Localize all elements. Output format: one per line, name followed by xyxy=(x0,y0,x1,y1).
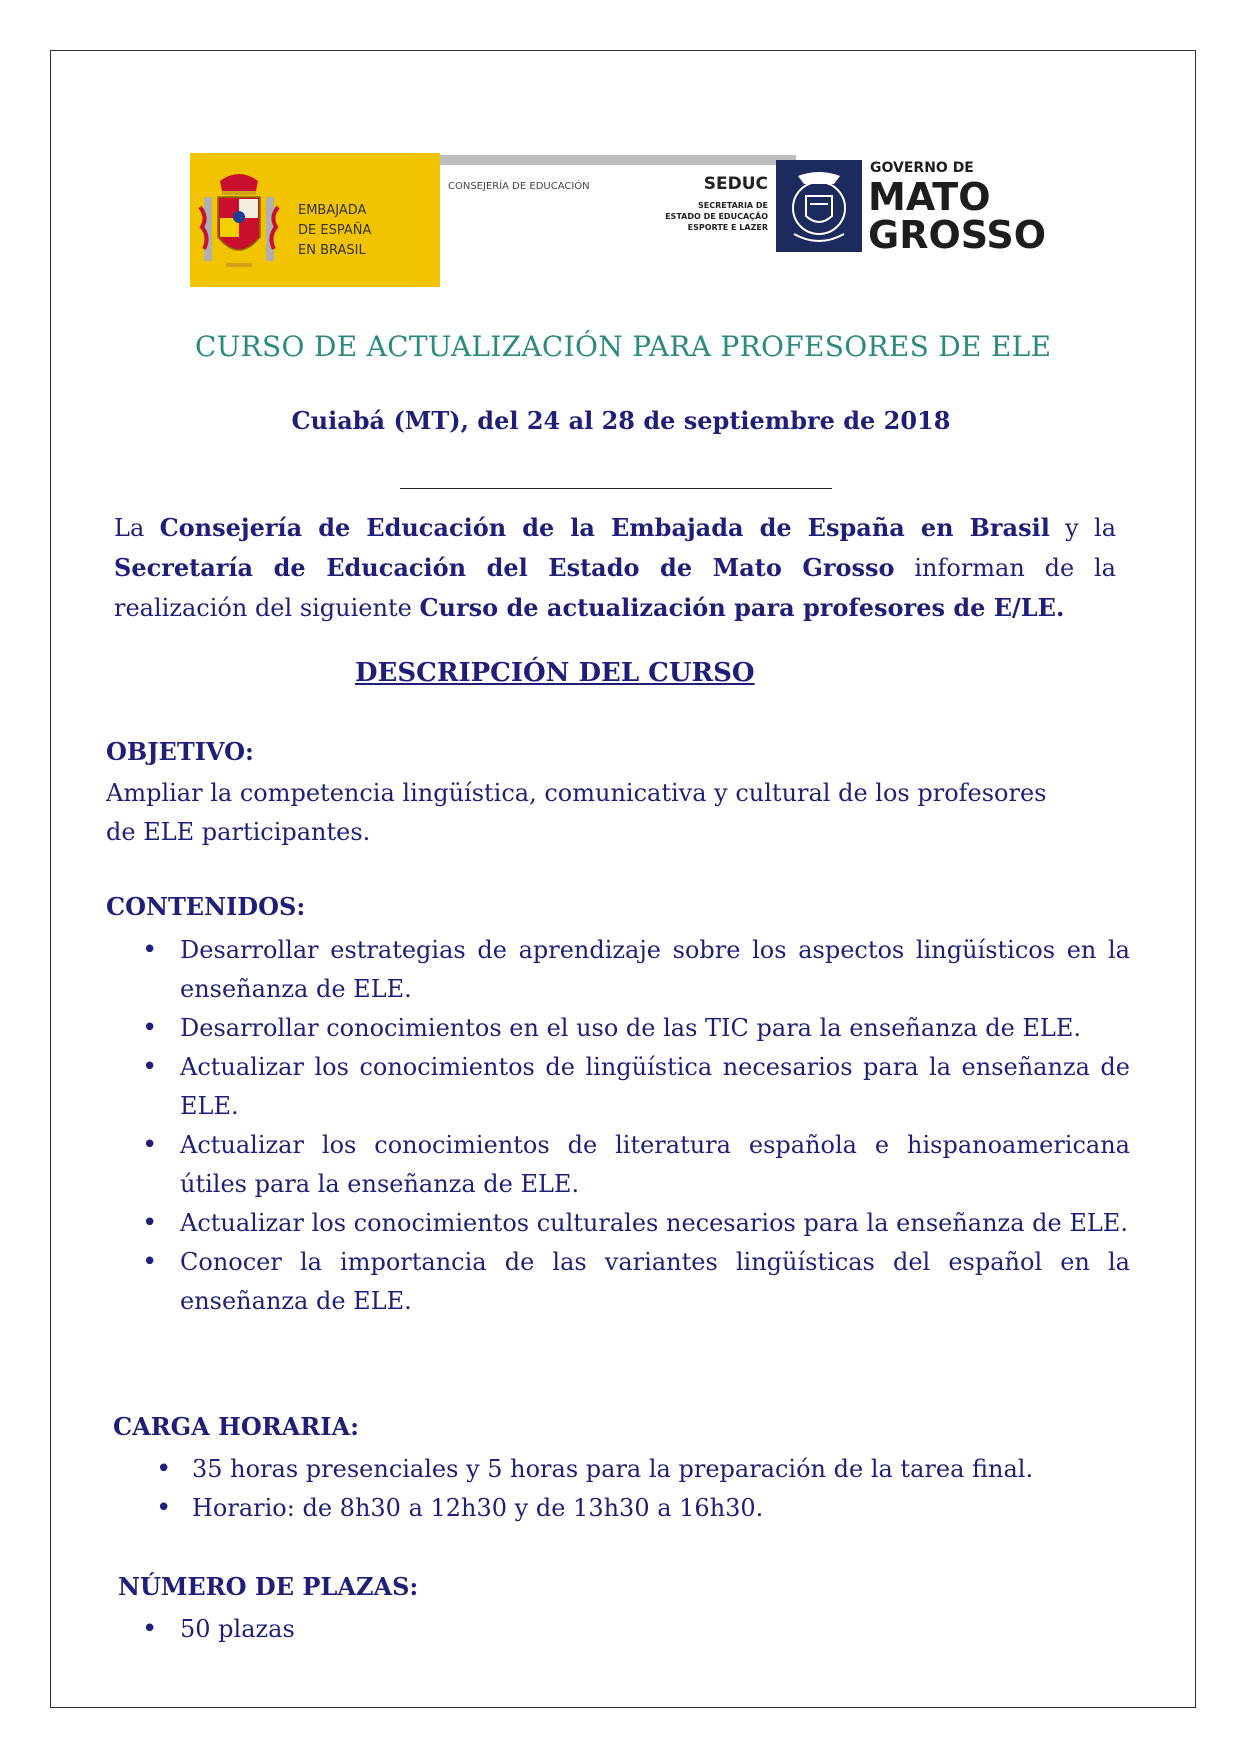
intro-bold-embassy: Consejería de Educación de la Embajada de España en Brasil xyxy=(159,513,1050,542)
spain-embassy-logo xyxy=(190,153,606,287)
intro-bold-course: Curso de actualización para profesores de E/LE. xyxy=(419,593,1065,622)
list-item xyxy=(142,1009,1130,1048)
state-name-line-2: GROSSO xyxy=(868,213,1047,257)
objective-text xyxy=(106,774,1047,852)
seduc-line-3: ESPORTE E LAZER xyxy=(687,223,768,232)
intro-paragraph xyxy=(114,508,1116,628)
list-item-text: Actualizar los conocimientos de lingüística necesarios para la enseñanza de ELE. xyxy=(180,1053,1130,1120)
list-item xyxy=(142,1243,1130,1321)
contents-list xyxy=(142,931,1130,1321)
seduc-line-2: ESTADO DE EDUCAÇÃO xyxy=(665,212,768,221)
place-and-dates: Cuiabá (MT), del 24 al 28 de septiembre de 2018 xyxy=(291,406,951,435)
list-item-text: Desarrollar estrategias de aprendizaje sobre los aspectos lingüísticos en la enseñanza de ELE. xyxy=(180,936,1130,1003)
list-item xyxy=(142,1048,1130,1126)
objective-heading: OBJETIVO: xyxy=(106,737,254,766)
intro-text-3: informan de la realización del siguiente xyxy=(114,554,1116,622)
mato-grosso-logo xyxy=(658,160,1058,260)
list-item-text: Actualizar los conocimientos de literatura española e hispanoamericana útiles para la enseñanza de ELE. xyxy=(180,1131,1130,1198)
state-crest-icon xyxy=(776,160,862,252)
objective-line-1: Ampliar la competencia lingüística, comunicativa y cultural de los profesores xyxy=(106,779,1047,807)
embassy-name xyxy=(298,201,371,261)
list-item xyxy=(156,1450,1132,1489)
list-item-text: Conocer la importancia de las variantes lingüísticas del español en la enseñanza de ELE. xyxy=(180,1248,1130,1315)
objective-line-2: de ELE participantes. xyxy=(106,818,371,846)
hours-heading: CARGA HORARIA: xyxy=(113,1412,359,1441)
list-item-text: 35 horas presenciales y 5 horas para la preparación de la tarea final. xyxy=(192,1455,1034,1483)
bullet-icon: • xyxy=(142,1247,158,1277)
list-item xyxy=(142,1126,1130,1204)
department-label: CONSEJERÍA DE EDUCACIÓN xyxy=(448,181,590,192)
bullet-icon: • xyxy=(142,935,158,965)
government-label: GOVERNO DE xyxy=(870,160,974,176)
list-item xyxy=(142,931,1130,1009)
bullet-icon: • xyxy=(142,1130,158,1160)
embassy-line-3: EN BRASIL xyxy=(298,243,366,258)
embassy-line-2: DE ESPAÑA xyxy=(298,223,372,238)
list-item-text: Actualizar los conocimientos culturales necesarios para la enseñanza de ELE. xyxy=(180,1209,1128,1237)
places-list xyxy=(142,1610,1080,1649)
list-item-text: Desarrollar conocimientos en el uso de las TIC para la enseñanza de ELE. xyxy=(180,1014,1082,1042)
intro-text-1: La xyxy=(114,514,160,542)
places-heading: NÚMERO DE PLAZAS: xyxy=(118,1572,419,1601)
document-title: CURSO DE ACTUALIZACIÓN PARA PROFESORES DE ELE xyxy=(195,330,1052,363)
seduc-description xyxy=(658,200,768,233)
bullet-icon: • xyxy=(142,1208,158,1238)
list-item-text: 50 plazas xyxy=(180,1615,295,1643)
state-crest-badge xyxy=(776,160,862,252)
bullet-icon: • xyxy=(156,1493,172,1523)
list-item xyxy=(156,1489,1132,1528)
bullet-icon: • xyxy=(142,1013,158,1043)
intro-text-2: y la xyxy=(1049,514,1117,542)
description-heading: DESCRIPCIÓN DEL CURSO xyxy=(355,658,755,688)
seduc-line-1: SECRETARIA DE xyxy=(698,201,768,210)
embassy-line-1: EMBAJADA xyxy=(298,203,367,218)
spain-coat-of-arms-icon xyxy=(198,167,280,275)
bullet-icon: • xyxy=(156,1454,172,1484)
bullet-icon: • xyxy=(142,1052,158,1082)
intro-bold-secretaria: Secretaría de Educación del Estado de Mato Grosso xyxy=(114,553,895,582)
contents-heading: CONTENIDOS: xyxy=(106,892,306,921)
list-item xyxy=(142,1610,1080,1649)
list-item-text: Horario: de 8h30 a 12h30 y de 13h30 a 16h30. xyxy=(192,1494,764,1522)
hours-list xyxy=(156,1450,1132,1528)
seduc-label: SEDUC xyxy=(703,174,768,194)
separator-line xyxy=(400,488,832,489)
state-name-line-1: MATO xyxy=(868,175,991,219)
list-item xyxy=(142,1204,1130,1243)
bullet-icon: • xyxy=(142,1614,158,1644)
